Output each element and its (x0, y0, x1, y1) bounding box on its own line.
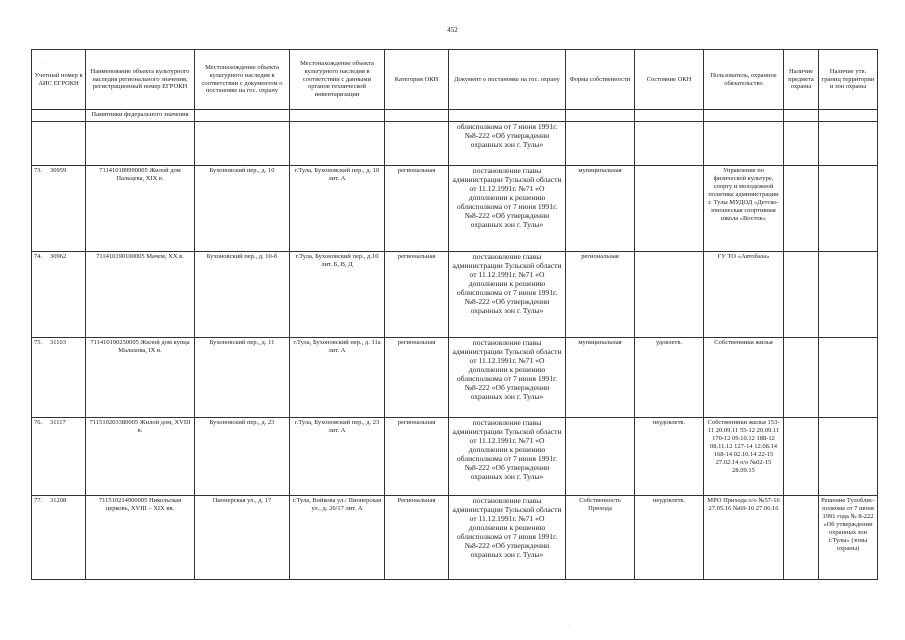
user-obligation: МРО Прихода о/о №57-16 27.05.16 №69-16 27.06.16 (704, 496, 784, 580)
borders (819, 252, 878, 338)
ownership: региональная (566, 252, 635, 338)
location-tech: г.Тула, Бухоновский пер., д. 23 лит. А (290, 418, 385, 496)
document-cell: облисполкома от 7 июня 1991г. №8-222 «Об утверждении охранных зон г. Тулы» (449, 122, 566, 166)
protection-subject (784, 418, 819, 496)
state: удовлетв. (635, 338, 704, 418)
header-cell: Наименование объекта культурного наследия регионального значения, регистрационный номер ЕГРОКН (86, 50, 195, 110)
row-number: 75. (34, 339, 43, 346)
header-row (32, 50, 878, 110)
protection-subject (784, 496, 819, 580)
borders: Решение Тулоблис-полкома от 7 июня 1991 года № 8-222 «Об утверждении охранных зон г.Тулы» (зоны охраны) (819, 496, 878, 580)
table-row (32, 418, 878, 496)
header-cell: Пользователь, охранное обязательство (704, 50, 784, 110)
object-name: 711510214900005 Никольская церковь, XVIII – XIX вв. (86, 496, 195, 580)
row-number: 73. (34, 167, 43, 174)
page-number: 452 (447, 26, 458, 34)
object-name: 711410189990005 Жилой дом Пальцева, XIX в. (86, 166, 195, 252)
ownership: муниципальная (566, 338, 635, 418)
state (635, 252, 704, 338)
location-tech: г.Тула, Войкова ул./ Пионерская ул., д. 26/17 лит. А (290, 496, 385, 580)
ownership: муниципальная (566, 166, 635, 252)
protection-subject (784, 252, 819, 338)
record-id: 30959 (50, 167, 67, 174)
location-doc: Бухоновский пер., д. 10 (195, 166, 290, 252)
header-cell: Местонахождение объекта культурного наследия в соответствии с документом о постановке на гос. охрану (195, 50, 290, 110)
scan-dot: · (568, 624, 570, 630)
table-row (32, 252, 878, 338)
borders (819, 418, 878, 496)
header-cell: Форма собственности (566, 50, 635, 110)
protection-subject (784, 166, 819, 252)
table-row (32, 338, 878, 418)
ownership: Собственность Прихода (566, 496, 635, 580)
document-cell: постановление главы администрации Тульской области от 11.12.1991г. №71 «О дополнении к решению облисполкома от 7 июня 1991г. №8-222 «Об утверждении охранных зон г. Тулы» (449, 252, 566, 338)
state: неудовлетв. (635, 496, 704, 580)
category: региональная (385, 338, 449, 418)
row-number: 74. (34, 253, 43, 260)
category: региональная (385, 418, 449, 496)
category: региональная (385, 166, 449, 252)
category: Региональная (385, 496, 449, 580)
header-cell: Категория ОКН (385, 50, 449, 110)
record-id: 30962 (50, 253, 67, 260)
header-cell: Наличие предмета охраны (784, 50, 819, 110)
location-doc: Бухоновский пер., д. 11 (195, 338, 290, 418)
state: неудовлетв. (635, 418, 704, 496)
table-row (32, 166, 878, 252)
header-cell: Учетный номер в АИС ЕГРОКН (32, 50, 86, 110)
scan-dot: · (44, 60, 46, 66)
user-obligation: Управление по физической культуре, спорту и молодежной политике администрации г. Тулы МУДОД «Детско-юношеская спортивная школа «Восток» (704, 166, 784, 252)
location-doc: Пионерская ул., д. 17 (195, 496, 290, 580)
header-cell: Документ о постановке на гос. охрану (449, 50, 566, 110)
object-name: 711410190250005 Жилой дом купца Малахова, IX в. (86, 338, 195, 418)
document-cell: постановление главы администрации Тульской области от 11.12.1991г. №71 «О дополнении к решению облисполкома от 7 июня 1991г. №8-222 «Об утверждении охранных зон г. Тулы» (449, 166, 566, 252)
borders (819, 338, 878, 418)
header-cell: Состояние ОКН (635, 50, 704, 110)
continuation-row (32, 122, 878, 166)
record-id: 31208 (50, 497, 67, 504)
header-cell: Наличие утв. границ территории и зон охраны (819, 50, 878, 110)
protection-subject (784, 338, 819, 418)
subheader-row (32, 110, 878, 122)
document-cell: постановление главы администрации Тульской области от 11.12.1991г. №71 «О дополнении к решению облисполкома от 7 июня 1991г. №8-222 «Об утверждении охранных зон г. Тулы» (449, 418, 566, 496)
user-obligation: Собственники жилья (704, 338, 784, 418)
category: региональная (385, 252, 449, 338)
subheader-label: Памятники федерального значения (86, 110, 195, 122)
location-doc: Бухоновский пер., д. 10-б (195, 252, 290, 338)
location-doc: Бухоновский пер., д. 23 (195, 418, 290, 496)
location-tech: г.Тула, Бухоновский пер., д.10 лит. Б, В, Д (290, 252, 385, 338)
okn-register-table (31, 49, 878, 580)
ownership (566, 418, 635, 496)
object-name: 711410190100005 Мачем, XX в. (86, 252, 195, 338)
document-cell: постановление главы администрации Тульской области от 11.12.1991г. №71 «О дополнении к решению облисполкома от 7 июня 1991г. №8-222 «Об утверждении охранных зон г. Тулы» (449, 496, 566, 580)
record-id: 31117 (50, 419, 66, 426)
location-tech: г.Тула, Бухоновский пер., д. 10 лит. А (290, 166, 385, 252)
table-row (32, 496, 878, 580)
row-number: 76. (34, 419, 43, 426)
user-obligation: Собственники жилья 153-11 20.09.11 55-12 20.09.11 170-12 09.10.12 188-12 08.11.12 127-14 12.08.14 168-14 02.10.14 22-15 27.02.14 о/о №02-15 28.09.15 (704, 418, 784, 496)
record-id: 31103 (50, 339, 67, 346)
row-number: 77. (34, 497, 43, 504)
state (635, 166, 704, 252)
document-cell: постановление главы администрации Тульской области от 11.12.1991г. №71 «О дополнении к решению облисполкома от 7 июня 1991г. №8-222 «Об утверждении охранных зон г. Тулы» (449, 338, 566, 418)
header-cell: Местонахождение объекта культурного наследия в соответствии с данными органов технической инвентаризации (290, 50, 385, 110)
borders (819, 166, 878, 252)
user-obligation: ГУ ТО «Автобаза» (704, 252, 784, 338)
location-tech: г.Тула, Бухоновский пер., д. 11а лит. А (290, 338, 385, 418)
object-name: 711510203380005 Жилой дом, XVIII в. (86, 418, 195, 496)
